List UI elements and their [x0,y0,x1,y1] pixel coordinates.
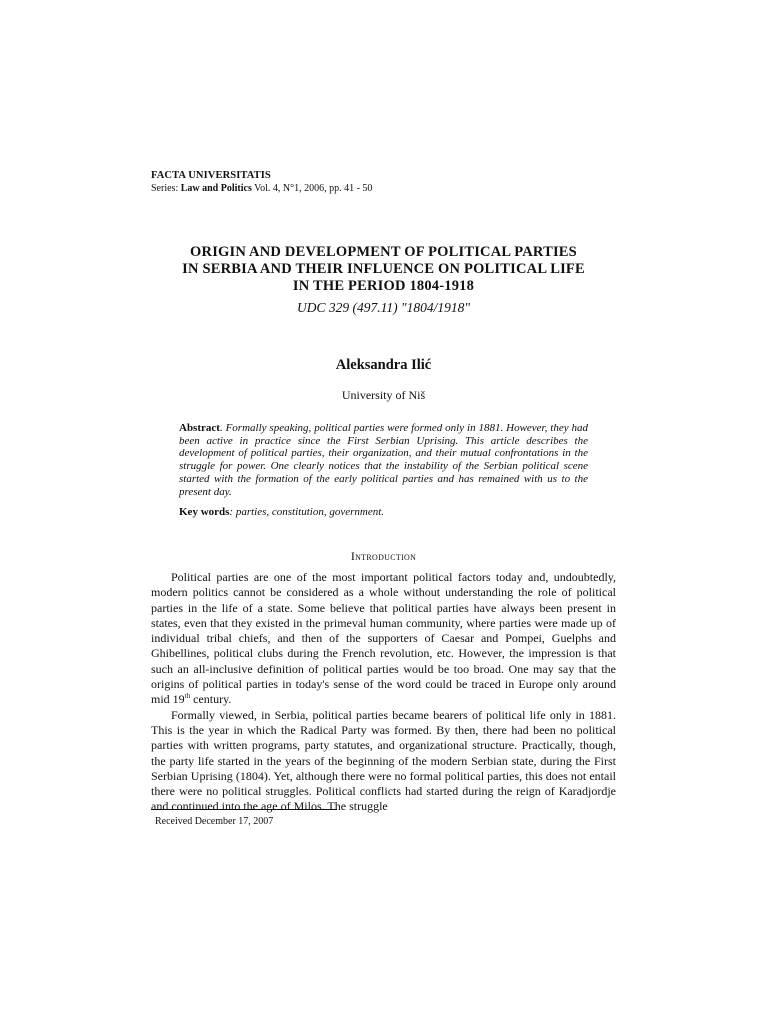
abstract-text: . Formally speaking, political parties were formed only in 1881. However, they had been active in practice since the First Serbian Uprising. This article describes the development of political parties, their organization, and their mutual confrontations in the struggle for power. One clearly notices that the instability of the Serbian political scene started with the formation of the early political parties and has remained with us to the present day. [179,422,588,498]
body-text [151,570,616,815]
journal-header [151,169,551,195]
title-line-3: IN THE PERIOD 1804-1918 [292,278,475,294]
journal-name: FACTA UNIVERSITATIS [151,170,271,181]
paragraph-1-end: century. [190,692,232,707]
series-prefix: Series: [151,183,181,194]
series-name: Law and Politics [180,183,252,194]
abstract [179,422,588,498]
footnote-divider [151,809,337,810]
author-affiliation: University of Niš [341,388,426,402]
journal-series-info [151,182,551,195]
keywords-text: : parties, constitution, government. [229,506,385,518]
keywords-label: Key words [179,506,230,518]
superscript: th [184,692,191,701]
series-volume: Vol. 4, N°1, 2006, pp. 41 - 50 [251,183,373,194]
title-line-2: IN SERBIA AND THEIR INFLUENCE ON POLITICAL LIFE [182,261,585,277]
udc-code: UDC 329 (497.11) "1804/1918" [296,300,471,315]
footnote: Received December 17, 2007 [155,816,274,827]
paragraph-2: Formally viewed, in Serbia, political parties became bearers of political life only in 1881. This is the year in which the Radical Party was formed. By then, there had been no political parties with written programs, party statutes, and organizational structure. Practically, though, the party life started in the years of the beginning of the modern Serbian state, during the First Serbian Uprising (1804). Yet, although there were no formal political parties, this does not entail there were no political struggles. Political conflicts had started during the reign of Karadjordje and continued into the age of Milos. The struggle [151,707,616,814]
paragraph-1-text: Political parties are one of the most important political factors today and, undoubtedly, modern politics cannot be considered as a whole without understanding the role of political parties in the life of a state. Some believe that political parties have always been present in states, even that they existed in the primeval human community, where parties were made up of individual tribal chiefs, and then of the supporters of Caesar and Pompei, Guelphs and Ghibellines, political clubs during the French revolution, etc. However, the impression is that such an all-inclusive definition of political parties would be too broad. One may say that the origins of political parties in today's sense of the word could be traced in Europe only around mid 19 [151,570,616,707]
title-line-1: ORIGIN AND DEVELOPMENT OF POLITICAL PARTIES [190,244,577,260]
paper-title-block [151,244,616,316]
section-heading: Introduction [350,549,417,563]
keywords [179,506,588,518]
abstract-label: Abstract [179,422,220,434]
paragraph-1 [151,570,616,708]
author-name: Aleksandra Ilić [335,357,432,373]
